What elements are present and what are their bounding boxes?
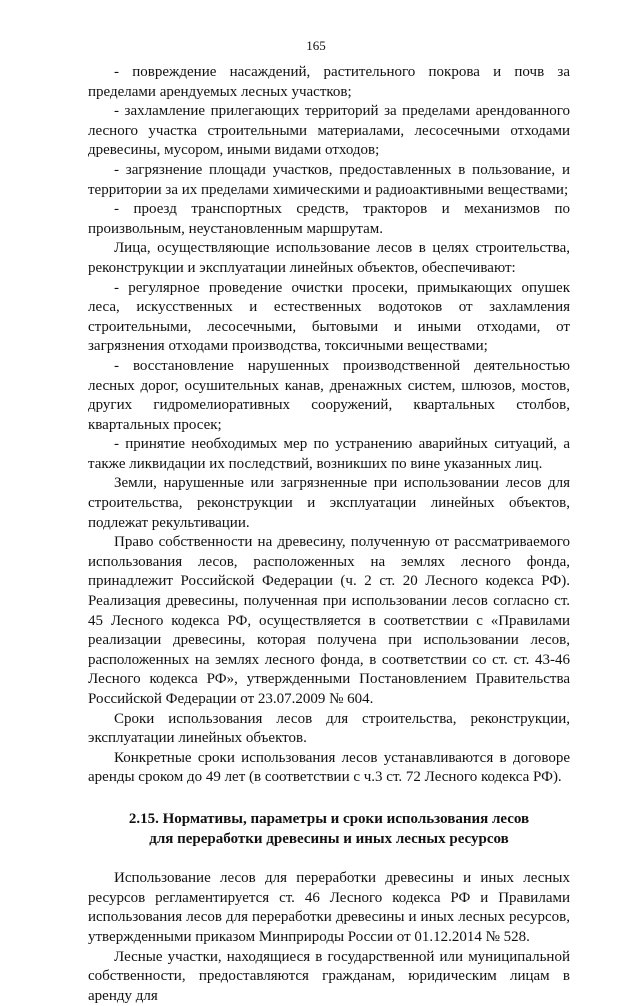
body-text-top [88,63,570,788]
section-heading-line-1: 2.15. Нормативы, параметры и сроки использования лесов [128,810,530,827]
paragraph: Земли, нарушенные или загрязненные при использовании лесов для строительства, реконструкции и эксплуатации линейных объектов, подлежат рекультивации. [88,475,570,531]
paragraph: Использование лесов для переработки древесины и иных лесных ресурсов регламентируется ст. 46 Лесного кодекса РФ и Правилами использования лесов для переработки древесины и иных лесных ресурсов, утвержденными приказом Минприроды России от 01.12.2014 № 528. [88,870,570,945]
section-heading-line-2: для переработки древесины и иных лесных ресурсов [149,830,509,847]
paragraph: Право собственности на древесину, полученную от рассматриваемого использования лесов, расположенных на землях лесного фонда, принадлежит Российской Федерации (ч. 2 ст. 20 Лесного кодекса РФ). Реализация древесины, полученная при использовании лесов согласно ст. 45 Лесного кодекса РФ, осуществляется в соответствии с «Правилами реализации древесины, которая получена при использовании лесов, расположенных на землях лесного фонда, в соответствии со ст. ст. 43-46 Лесного кодекса РФ», утвержденными Постановлением Правительства Российской Федерации от 23.07.2009 № 604. [88,534,570,707]
paragraph: - захламление прилегающих территорий за пределами арендованного лесного участка строительными материалами, лесосечными отходами древесины, мусором, иными видами отходов; [88,103,570,159]
paragraph: - восстановление нарушенных производственной деятельностью лесных дорог, осушительных канав, дренажных систем, шлюзов, мостов, других гидромелиоративных сооружений, квартальных столбов, квартальных просек; [88,357,570,433]
section-heading [88,810,570,849]
body-text-bottom [88,869,570,1006]
paragraph: - загрязнение площади участков, предоставленных в пользование, и территории за их пределами химическими и радиоактивными веществами; [88,161,570,198]
page-content [88,63,570,1006]
paragraph: - принятие необходимых мер по устранению аварийных ситуаций, а также ликвидации их последствий, возникших по вине указанных лиц. [88,436,570,472]
paragraph: Лица, осуществляющие использование лесов в целях строительства, реконструкции и эксплуатации линейных объектов, обеспечивают: [88,240,570,276]
paragraph: - проезд транспортных средств, тракторов и механизмов по произвольным, неустановленным маршрутам. [88,201,570,237]
paragraph: Конкретные сроки использования лесов устанавливаются в договоре аренды сроком до 49 лет (в соответствии с ч.3 ст. 72 Лесного кодекса РФ). [88,749,570,786]
page-number: 165 [306,38,326,53]
paragraph: - повреждение насаждений, растительного покрова и почв за пределами арендуемых лесных участков; [88,64,570,100]
paragraph: Сроки использования лесов для строительства, реконструкции, эксплуатации линейных объектов. [88,710,570,747]
paragraph: - регулярное проведение очистки просеки, примыкающих опушек леса, искусственных и естественных водотоков от захламления строительными, лесосечными, бытовыми и иными отходами, от загрязнения отходами производства, токсичными веществами; [88,279,570,355]
paragraph: Лесные участки, находящиеся в государственной или муниципальной собственности, предоставляются гражданам, юридическим лицам в аренду для [88,948,570,1004]
